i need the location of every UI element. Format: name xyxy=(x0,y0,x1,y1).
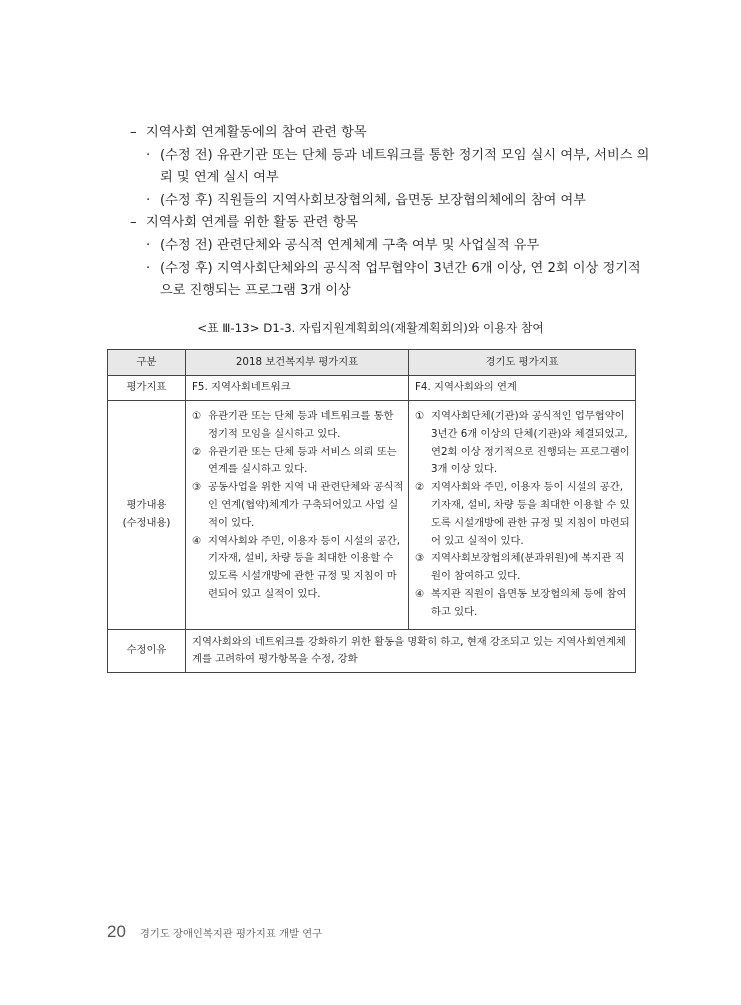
row-label: 평가지표 xyxy=(108,376,186,401)
page-number: 20 xyxy=(107,922,126,941)
item-text: 유관기관 또는 단체 등과 네트워크를 통한 정기적 모임을 실시하고 있다. xyxy=(208,410,394,440)
item-number: ② xyxy=(415,481,425,494)
content-item xyxy=(415,479,631,550)
mohw-content xyxy=(186,401,409,630)
indicator-row xyxy=(108,376,636,401)
bullet-title: 지역사회 연계활동에의 참여 관련 항목 xyxy=(146,125,367,140)
content-row xyxy=(108,401,636,630)
content-item xyxy=(192,408,404,444)
item-number: ① xyxy=(415,410,425,422)
header-mohw: 2018 보건복지부 평가지표 xyxy=(186,350,409,376)
content-item xyxy=(415,408,631,479)
content-item xyxy=(415,550,631,586)
table-header-row xyxy=(108,350,636,376)
bullet-item-text: (수정 전) 유관기관 또는 단체 등과 네트워크를 통한 정기적 모임 실시 여부, 서비스 의뢰 및 연계 실시 여부 xyxy=(160,147,650,186)
row-label xyxy=(108,401,186,630)
bullet-section xyxy=(130,122,650,303)
comparison-table xyxy=(107,349,636,673)
row-label-line: 평가내용 xyxy=(126,498,167,511)
item-number: ① xyxy=(192,410,202,422)
gyeonggi-indicator: F4. 지역사회와의 연계 xyxy=(409,376,636,401)
gyeonggi-content xyxy=(409,401,636,630)
item-text: 지역사회단체(기관)와 공식적인 업무협약이 3년간 6개 이상의 단체(기관)와 체결되었고, 연2회 이상 정기적으로 진행되는 프로그램이 3개 이상 있다. xyxy=(431,410,630,476)
item-number: ④ xyxy=(415,587,425,600)
dash-marker: – xyxy=(130,215,137,231)
item-number: ③ xyxy=(192,481,202,494)
item-text: 지역사회와 주민, 이용자 등이 시설의 공간, 기자재, 설비, 차량 등을 최대한 이용할 수 있도록 시설개방에 관한 규정 및 지침이 마련되어 있고 실적이 있다. xyxy=(431,481,630,547)
item-text: 공동사업을 위한 지역 내 관련단체와 공식적인 연계(협약)체계가 구축되어있고 사업 실적이 있다. xyxy=(208,481,404,529)
bullet-item xyxy=(130,235,650,258)
bullet-item xyxy=(130,145,650,190)
page-footer xyxy=(107,922,322,942)
bullet-item-text: (수정 후) 지역사회단체와의 공식적 업무협약이 3년간 6개 이상, 연 2회 이상 정기적으로 진행되는 프로그램 3개 이상 xyxy=(160,260,641,299)
item-number: ② xyxy=(192,445,202,458)
row-label-line: (수정내용) xyxy=(122,516,171,529)
dash-marker: – xyxy=(130,125,137,140)
bullet-item-text: (수정 전) 관련단체와 공식적 연계체계 구축 여부 및 사업실적 유무 xyxy=(160,237,540,253)
header-category: 구분 xyxy=(108,350,186,376)
item-text: 지역사회와 주민, 이용자 등이 시설의 공간, 기자재, 설비, 차량 등을 최대한 이용할 수 있도록 시설개방에 관한 규정 및 지침이 마련되어 있고 실적이 있다. xyxy=(208,534,401,600)
content-item xyxy=(192,479,404,532)
dot-marker: · xyxy=(146,147,151,163)
content-item xyxy=(192,533,404,604)
bullet-title: 지역사회 연계를 위한 활동 관련 항목 xyxy=(146,215,359,231)
bullet-item xyxy=(130,258,650,303)
header-gyeonggi: 경기도 평가지표 xyxy=(409,350,636,376)
bullet-item-text: (수정 후) 직원들의 지역사회보장협의체, 읍면동 보장협의체에의 참여 여부 xyxy=(160,192,586,208)
footer-title: 경기도 장애인복지관 평가지표 개발 연구 xyxy=(139,928,323,940)
item-number: ④ xyxy=(192,534,202,547)
item-text: 지역사회보장협의체(분과위원)에 복지관 직원이 참여하고 있다. xyxy=(431,552,625,583)
dot-marker: · xyxy=(146,237,151,253)
bullet-item xyxy=(130,190,650,213)
item-text: 복지관 직원이 읍면동 보장협의체 등에 참여하고 있다. xyxy=(431,587,627,618)
mohw-indicator: F5. 지역사회네트워크 xyxy=(186,376,409,401)
bullet-group-1-title xyxy=(130,122,650,145)
table-caption: <표 Ⅲ-13> D1-3. 자립지원계획회의(재활계획회의)와 이용자 참여 xyxy=(197,321,544,335)
reason-text: 지역사회와의 네트워크를 강화하기 위한 활동을 명확히 하고, 현재 강조되고 있는 지역사회연계체계를 고려하여 평가항목을 수정, 강화 xyxy=(186,629,636,672)
row-label: 수정이유 xyxy=(108,629,186,672)
dot-marker: · xyxy=(146,192,151,208)
item-text: 유관기관 또는 단체 등과 서비스 의뢰 또는 연계를 실시하고 있다. xyxy=(208,445,397,476)
content-item xyxy=(415,586,631,622)
item-number: ③ xyxy=(415,552,425,565)
dot-marker: · xyxy=(146,260,151,276)
reason-row xyxy=(108,629,636,672)
bullet-group-2-title xyxy=(130,212,650,235)
content-item xyxy=(192,444,404,480)
